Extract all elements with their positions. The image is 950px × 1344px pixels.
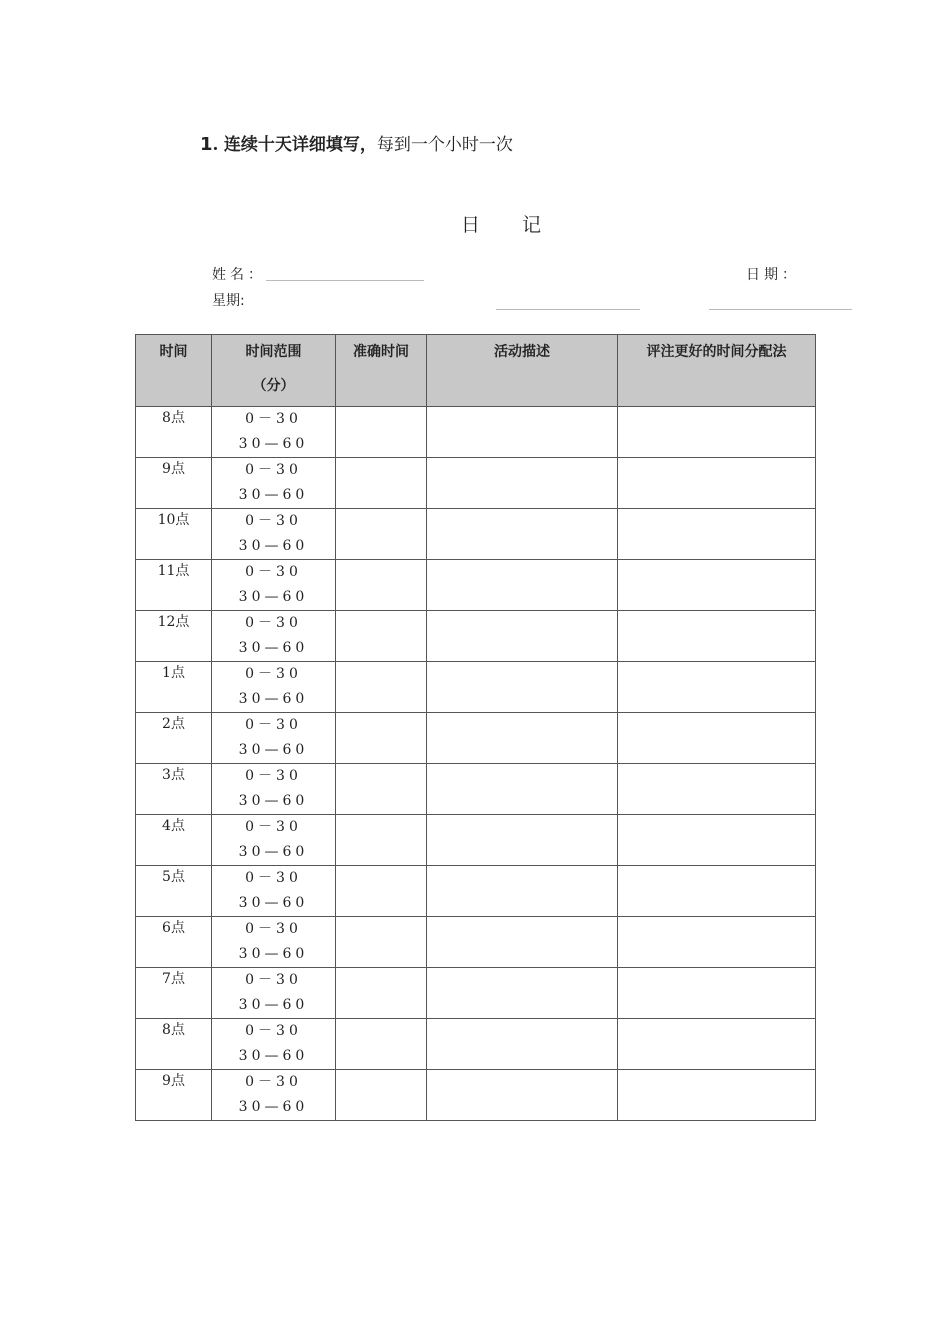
table-row bbox=[136, 713, 816, 764]
range-second-half: 30—60 bbox=[238, 946, 309, 962]
activity-cell[interactable] bbox=[427, 764, 618, 815]
range-first-half: 0－30 bbox=[245, 768, 302, 784]
exact-time-cell[interactable] bbox=[336, 458, 427, 509]
range-second-half: 30—60 bbox=[238, 793, 309, 809]
hour-cell: 8点 bbox=[136, 1019, 212, 1070]
range-cell bbox=[212, 1070, 336, 1121]
range-first-half: 0－30 bbox=[245, 717, 302, 733]
comment-cell[interactable] bbox=[618, 764, 816, 815]
activity-cell[interactable] bbox=[427, 713, 618, 764]
hour-cell: 6点 bbox=[136, 917, 212, 968]
table-row bbox=[136, 560, 816, 611]
table-row bbox=[136, 407, 816, 458]
comment-cell[interactable] bbox=[618, 1070, 816, 1121]
range-second-half: 30—60 bbox=[238, 844, 309, 860]
table-row bbox=[136, 1070, 816, 1121]
instruction-bold-text: 连续十天详细填写， bbox=[223, 135, 377, 155]
range-second-half: 30—60 bbox=[238, 436, 309, 452]
range-second-half: 30—60 bbox=[238, 742, 309, 758]
range-second-half: 30—60 bbox=[238, 640, 309, 656]
hour-cell: 3点 bbox=[136, 764, 212, 815]
range-first-half: 0－30 bbox=[245, 615, 302, 631]
table-row bbox=[136, 917, 816, 968]
exact-time-cell[interactable] bbox=[336, 917, 427, 968]
instruction-number: 1 bbox=[200, 134, 213, 155]
range-first-half: 0－30 bbox=[245, 513, 302, 529]
table-row bbox=[136, 509, 816, 560]
activity-cell[interactable] bbox=[427, 968, 618, 1019]
header-time-range-unit: （分） bbox=[252, 378, 295, 394]
header-activity: 活动描述 bbox=[427, 335, 618, 407]
exact-time-cell[interactable] bbox=[336, 407, 427, 458]
hour-cell: 9点 bbox=[136, 1070, 212, 1121]
week-field-line[interactable] bbox=[496, 309, 640, 310]
date-field-line[interactable] bbox=[709, 309, 852, 310]
exact-time-cell[interactable] bbox=[336, 713, 427, 764]
hour-cell: 2点 bbox=[136, 713, 212, 764]
activity-cell[interactable] bbox=[427, 662, 618, 713]
header-time-range-label: 时间范围 bbox=[245, 344, 302, 360]
exact-time-cell[interactable] bbox=[336, 968, 427, 1019]
range-first-half: 0－30 bbox=[245, 462, 302, 478]
range-cell bbox=[212, 407, 336, 458]
activity-cell[interactable] bbox=[427, 917, 618, 968]
range-cell bbox=[212, 713, 336, 764]
range-cell bbox=[212, 764, 336, 815]
activity-cell[interactable] bbox=[427, 1070, 618, 1121]
range-cell bbox=[212, 458, 336, 509]
instruction-separator: . bbox=[212, 135, 219, 155]
table-row bbox=[136, 866, 816, 917]
range-cell bbox=[212, 611, 336, 662]
exact-time-cell[interactable] bbox=[336, 509, 427, 560]
table-row bbox=[136, 968, 816, 1019]
hour-cell: 7点 bbox=[136, 968, 212, 1019]
table-row bbox=[136, 611, 816, 662]
range-cell bbox=[212, 866, 336, 917]
activity-cell[interactable] bbox=[427, 1019, 618, 1070]
header-comment: 评注更好的时间分配法 bbox=[618, 335, 816, 407]
table-row bbox=[136, 662, 816, 713]
exact-time-cell[interactable] bbox=[336, 764, 427, 815]
range-cell bbox=[212, 815, 336, 866]
range-cell bbox=[212, 968, 336, 1019]
comment-cell[interactable] bbox=[618, 611, 816, 662]
activity-cell[interactable] bbox=[427, 560, 618, 611]
table-row bbox=[136, 815, 816, 866]
diary-body bbox=[136, 407, 816, 1121]
range-second-half: 30—60 bbox=[238, 1099, 309, 1115]
range-second-half: 30—60 bbox=[238, 895, 309, 911]
range-first-half: 0－30 bbox=[245, 666, 302, 682]
exact-time-cell[interactable] bbox=[336, 1019, 427, 1070]
header-exact-time: 准确时间 bbox=[336, 335, 427, 407]
hour-cell: 11点 bbox=[136, 560, 212, 611]
range-first-half: 0－30 bbox=[245, 564, 302, 580]
comment-cell[interactable] bbox=[618, 866, 816, 917]
hour-cell: 1点 bbox=[136, 662, 212, 713]
activity-cell[interactable] bbox=[427, 458, 618, 509]
hour-cell: 8点 bbox=[136, 407, 212, 458]
range-first-half: 0－30 bbox=[245, 870, 302, 886]
date-label: 日期： bbox=[746, 267, 800, 283]
hour-cell: 10点 bbox=[136, 509, 212, 560]
range-second-half: 30—60 bbox=[238, 538, 309, 554]
comment-cell[interactable] bbox=[618, 815, 816, 866]
activity-cell[interactable] bbox=[427, 815, 618, 866]
week-label: 星期: bbox=[212, 293, 245, 309]
hour-cell: 5点 bbox=[136, 866, 212, 917]
name-label: 姓名： bbox=[212, 267, 266, 283]
hour-cell: 4点 bbox=[136, 815, 212, 866]
comment-cell[interactable] bbox=[618, 968, 816, 1019]
diary-table bbox=[135, 334, 816, 1121]
activity-cell[interactable] bbox=[427, 407, 618, 458]
range-cell bbox=[212, 1019, 336, 1070]
range-first-half: 0－30 bbox=[245, 1023, 302, 1039]
activity-cell[interactable] bbox=[427, 611, 618, 662]
header-time: 时间 bbox=[136, 335, 212, 407]
page-title: 日 记 bbox=[460, 214, 560, 236]
range-cell bbox=[212, 917, 336, 968]
exact-time-cell[interactable] bbox=[336, 815, 427, 866]
name-field-line[interactable] bbox=[266, 280, 424, 281]
comment-cell[interactable] bbox=[618, 1019, 816, 1070]
hour-cell: 9点 bbox=[136, 458, 212, 509]
comment-cell[interactable] bbox=[618, 560, 816, 611]
exact-time-cell[interactable] bbox=[336, 662, 427, 713]
exact-time-cell[interactable] bbox=[336, 611, 427, 662]
comment-cell[interactable] bbox=[618, 917, 816, 968]
exact-time-cell[interactable] bbox=[336, 1070, 427, 1121]
range-second-half: 30—60 bbox=[238, 1048, 309, 1064]
activity-cell[interactable] bbox=[427, 509, 618, 560]
activity-cell[interactable] bbox=[427, 866, 618, 917]
comment-cell[interactable] bbox=[618, 407, 816, 458]
table-row bbox=[136, 1019, 816, 1070]
table-row bbox=[136, 458, 816, 509]
range-first-half: 0－30 bbox=[245, 921, 302, 937]
exact-time-cell[interactable] bbox=[336, 560, 427, 611]
range-cell bbox=[212, 662, 336, 713]
instruction-normal-text: 每到一个小时一次 bbox=[376, 135, 513, 155]
comment-cell[interactable] bbox=[618, 662, 816, 713]
range-cell bbox=[212, 509, 336, 560]
range-cell bbox=[212, 560, 336, 611]
range-second-half: 30—60 bbox=[238, 487, 309, 503]
range-first-half: 0－30 bbox=[245, 411, 302, 427]
range-second-half: 30—60 bbox=[238, 997, 309, 1013]
range-first-half: 0－30 bbox=[245, 972, 302, 988]
exact-time-cell[interactable] bbox=[336, 866, 427, 917]
range-second-half: 30—60 bbox=[238, 589, 309, 605]
hour-cell: 12点 bbox=[136, 611, 212, 662]
instruction-line bbox=[200, 130, 513, 155]
comment-cell[interactable] bbox=[618, 713, 816, 764]
header-row bbox=[136, 335, 816, 407]
table-row bbox=[136, 764, 816, 815]
range-second-half: 30—60 bbox=[238, 691, 309, 707]
range-first-half: 0－30 bbox=[245, 1074, 302, 1090]
comment-cell[interactable] bbox=[618, 458, 816, 509]
range-first-half: 0－30 bbox=[245, 819, 302, 835]
comment-cell[interactable] bbox=[618, 509, 816, 560]
header-time-range bbox=[212, 335, 336, 407]
